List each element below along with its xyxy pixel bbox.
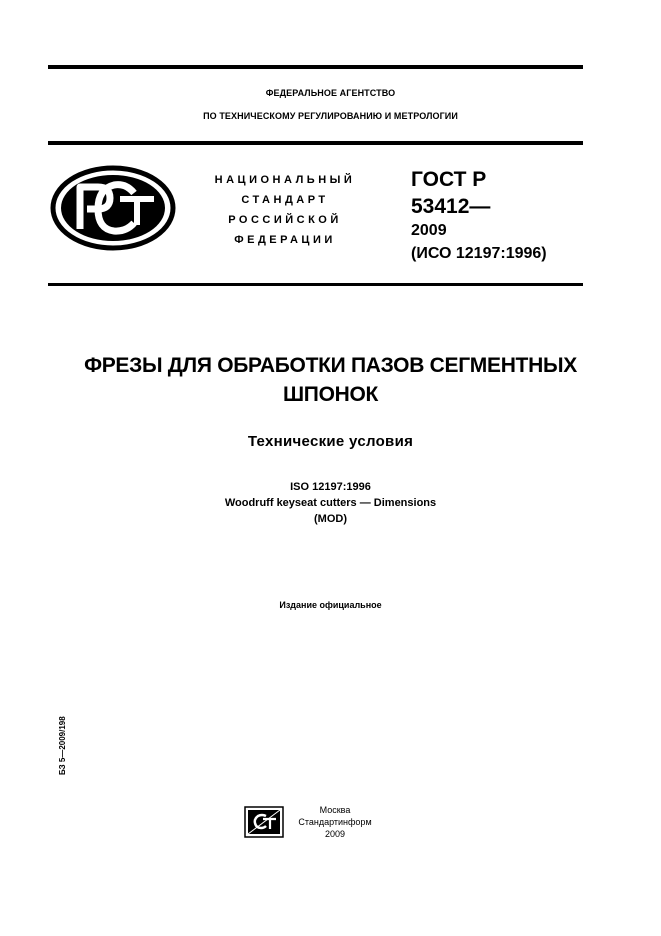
designation-line-3: 2009 [411, 222, 447, 239]
standard-type-line-3: РОССИЙСКОЙ [228, 214, 342, 226]
top-rule [48, 65, 583, 69]
edition-label: Издание официальное [279, 600, 382, 610]
designation-line-2: 53412— [411, 195, 491, 218]
header-rule [48, 141, 583, 145]
gost-r-logo-icon [50, 165, 176, 251]
agency-line-2: ПО ТЕХНИЧЕСКОМУ РЕГУЛИРОВАНИЮ И МЕТРОЛОГИИ [203, 111, 458, 121]
document-title-line-1: ФРЕЗЫ ДЛЯ ОБРАБОТКИ ПАЗОВ СЕГМЕНТНЫХ [84, 354, 577, 377]
standartinform-logo-icon [244, 806, 284, 838]
standard-type-line-4: ФЕДЕРАЦИИ [234, 234, 336, 246]
designation-rule [48, 283, 583, 286]
document-title-line-2: ШПОНОК [282, 383, 379, 406]
publisher-year: 2009 [324, 829, 346, 839]
side-code: БЗ 5—2009/198 [58, 716, 67, 775]
designation-line-4: (ИСО 12197:1996) [411, 245, 547, 262]
iso-ref-line-1: ISO 12197:1996 [290, 481, 371, 493]
publisher-city: Москва [319, 805, 351, 815]
standard-type-line-1: НАЦИОНАЛЬНЫЙ [214, 174, 356, 186]
standard-type-line-2: СТАНДАРТ [241, 194, 329, 206]
designation-line-1: ГОСТ Р [411, 168, 487, 191]
agency-line-1: ФЕДЕРАЛЬНОЕ АГЕНТСТВО [265, 88, 396, 98]
iso-ref-line-3: (MOD) [314, 513, 347, 525]
iso-ref-line-2: Woodruff keyseat cutters — Dimensions [224, 497, 437, 509]
publisher-name: Стандартинформ [298, 817, 372, 827]
document-subtitle: Технические условия [247, 433, 414, 450]
